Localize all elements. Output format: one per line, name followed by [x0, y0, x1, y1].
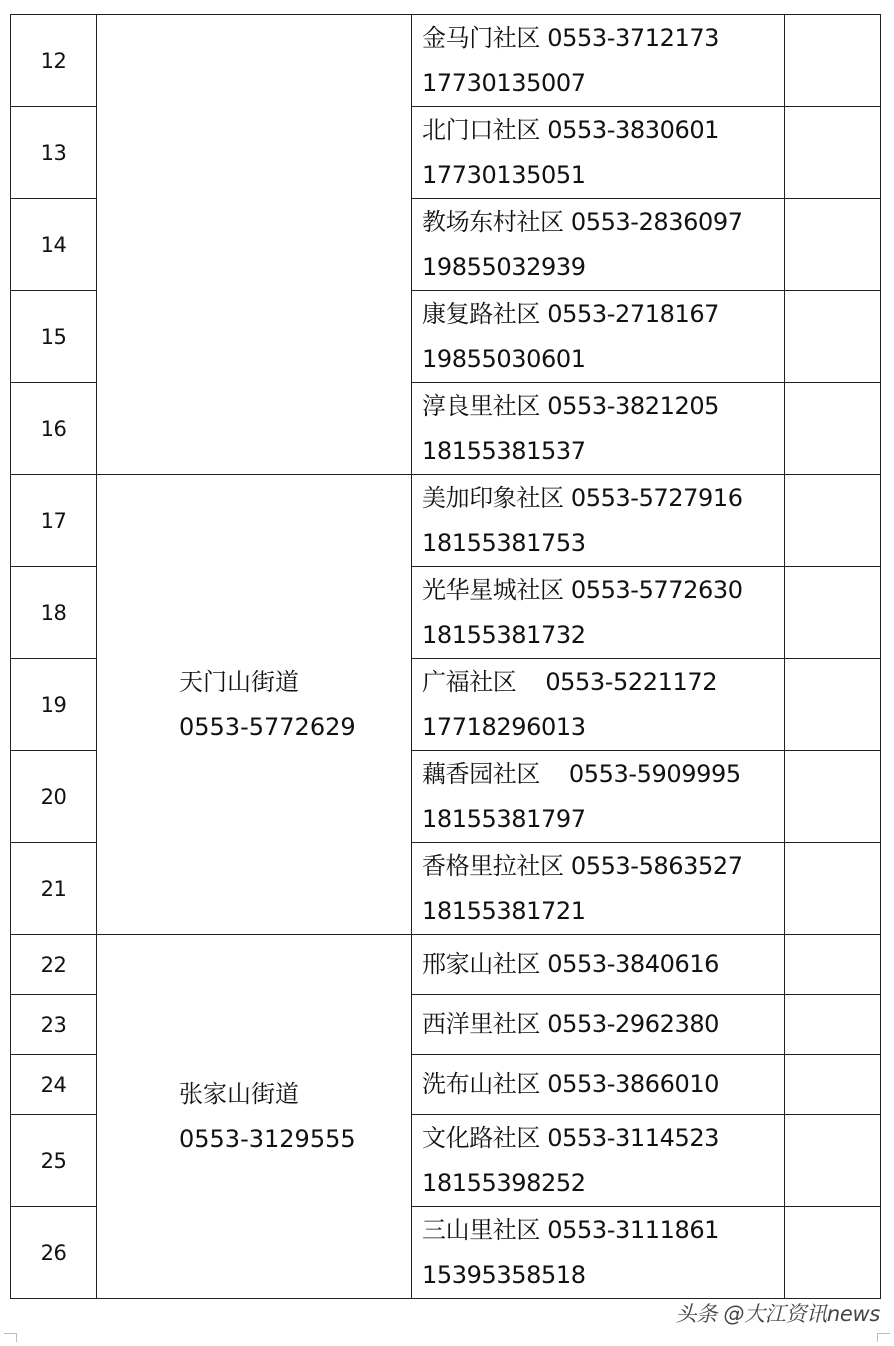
community-mobile: 19855030601 — [422, 344, 586, 373]
community-mobile: 18155398252 — [422, 1168, 586, 1197]
community-name-phone: 邢家山社区 0553-3840616 — [422, 950, 720, 978]
community-mobile: 17730135051 — [422, 160, 586, 189]
table-row — [11, 935, 881, 995]
street-phone: 0553-5772629 — [179, 712, 356, 741]
extra-cell — [785, 659, 881, 751]
community-mobile: 15395358518 — [422, 1260, 586, 1289]
row-number: 22 — [11, 935, 97, 995]
street-cell — [97, 15, 412, 475]
row-number: 26 — [11, 1207, 97, 1299]
row-number: 25 — [11, 1115, 97, 1207]
community-cell — [412, 475, 785, 567]
community-cell — [412, 995, 785, 1055]
community-mobile: 18155381721 — [422, 896, 586, 925]
community-cell — [412, 1207, 785, 1299]
extra-cell — [785, 1207, 881, 1299]
community-name-phone: 金马门社区 0553-3712173 — [422, 23, 720, 52]
row-number: 17 — [11, 475, 97, 567]
extra-cell — [785, 567, 881, 659]
community-cell — [412, 107, 785, 199]
row-number: 23 — [11, 995, 97, 1055]
community-name-phone: 洗布山社区 0553-3866010 — [422, 1070, 720, 1098]
row-number: 12 — [11, 15, 97, 107]
community-mobile: 19855032939 — [422, 252, 586, 281]
street-phone: 0553-3129555 — [179, 1124, 356, 1153]
community-cell — [412, 843, 785, 935]
community-cell — [412, 751, 785, 843]
street-cell — [97, 935, 412, 1299]
extra-cell — [785, 15, 881, 107]
extra-cell — [785, 1055, 881, 1115]
community-cell — [412, 199, 785, 291]
table-row — [11, 475, 881, 567]
extra-cell — [785, 935, 881, 995]
row-number: 14 — [11, 199, 97, 291]
street-name: 张家山街道 — [179, 1079, 299, 1108]
community-name-phone: 北门口社区 0553-3830601 — [422, 115, 720, 144]
extra-cell — [785, 995, 881, 1055]
extra-cell — [785, 843, 881, 935]
community-mobile: 17730135007 — [422, 68, 586, 97]
community-name-phone: 淳良里社区 0553-3821205 — [422, 391, 720, 420]
row-number: 20 — [11, 751, 97, 843]
community-name-phone: 美加印象社区 0553-5727916 — [422, 483, 743, 512]
extra-cell — [785, 751, 881, 843]
row-number: 24 — [11, 1055, 97, 1115]
community-cell — [412, 15, 785, 107]
row-number: 18 — [11, 567, 97, 659]
corner-mark-left — [4, 1333, 17, 1342]
row-number: 19 — [11, 659, 97, 751]
community-name-phone: 广福社区 0553-5221172 — [422, 667, 718, 696]
community-cell — [412, 567, 785, 659]
watermark-text: 头条 @大江资讯news — [675, 1302, 880, 1326]
community-mobile: 17718296013 — [422, 712, 586, 741]
extra-cell — [785, 199, 881, 291]
street-cell — [97, 475, 412, 935]
community-name-phone: 教场东村社区 0553-2836097 — [422, 207, 743, 236]
community-mobile: 18155381537 — [422, 436, 586, 465]
community-cell — [412, 383, 785, 475]
community-name-phone: 文化路社区 0553-3114523 — [422, 1123, 720, 1152]
row-number: 21 — [11, 843, 97, 935]
extra-cell — [785, 383, 881, 475]
street-name: 天门山街道 — [179, 667, 299, 696]
community-name-phone: 三山里社区 0553-3111861 — [422, 1215, 720, 1244]
community-cell — [412, 1115, 785, 1207]
community-mobile: 18155381753 — [422, 528, 586, 557]
community-name-phone: 康复路社区 0553-2718167 — [422, 299, 720, 328]
community-cell — [412, 659, 785, 751]
community-cell — [412, 291, 785, 383]
table-row — [11, 15, 881, 107]
row-number: 16 — [11, 383, 97, 475]
community-mobile: 18155381797 — [422, 804, 586, 833]
row-number: 15 — [11, 291, 97, 383]
row-number: 13 — [11, 107, 97, 199]
extra-cell — [785, 475, 881, 567]
community-name-phone: 光华星城社区 0553-5772630 — [422, 575, 743, 604]
extra-cell — [785, 291, 881, 383]
corner-mark-right — [877, 1333, 890, 1342]
extra-cell — [785, 1115, 881, 1207]
extra-cell — [785, 107, 881, 199]
community-cell — [412, 935, 785, 995]
community-name-phone: 香格里拉社区 0553-5863527 — [422, 851, 743, 880]
community-name-phone: 藕香园社区 0553-5909995 — [422, 759, 741, 788]
community-contact-table — [10, 14, 881, 1299]
community-mobile: 18155381732 — [422, 620, 586, 649]
community-name-phone: 西洋里社区 0553-2962380 — [422, 1010, 720, 1038]
community-cell — [412, 1055, 785, 1115]
